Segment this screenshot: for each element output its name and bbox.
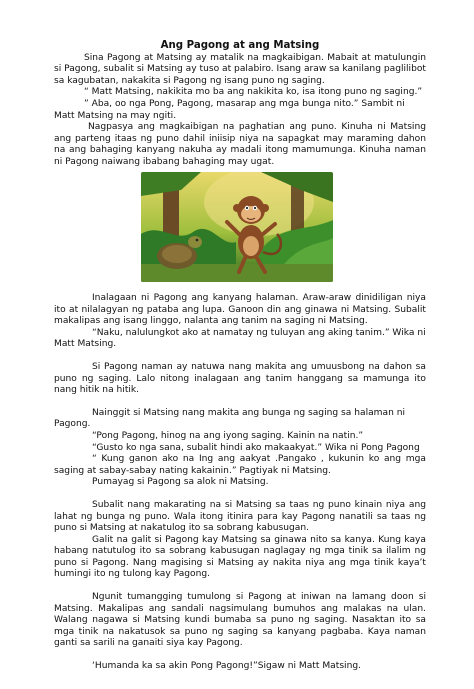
paragraph: Nainggit si Matsing nang makita ang bunga ng saging sa halaman ni Pagong. (54, 407, 406, 430)
paragraph: Inalagaan ni Pagong ang kanyang halaman. Araw-araw dinidiligan niya ito at nilalagyan ng pataba ang lupa. Ganoon din ang ginawa ni Matsing. Subalit makalipas ang isang linggo, nalanta ang tanim na saging ni Matsing. (54, 293, 426, 327)
paragraph: Ngunit tumangging tumulong si Pagong at iniwan na lamang doon si Matsing. Makalipas ang sandali nagsimulang bumuhos ang malakas na ulan. Walang nagawa si Matsing kundi bumaba sa puno ng saging. Nasaktan ito sa mga tinik na nakatusok sa puno ng saging sa kanyang pagbaba. Kaya naman ganti sa sarili na ganaiti siya kay Pagong. (54, 592, 426, 649)
paragraph: “Naku, nalulungkot ako at namatay ng tuluyan ang aking tanim.” Wika ni Matt Matsing. (54, 327, 426, 350)
story-title: Ang Pagong at ang Matsing (160, 40, 320, 51)
paragraph: ‘Humanda ka sa akin Pong Pagong!”Sigaw ni Matt Matsing. (92, 661, 362, 672)
paragraph: Subalit nang makarating na si Matsing sa taas ng puno kinain niya ang lahat ng bunga ng puno. Wala itong itinira para kay Pagong nanatili sa taas ng puno si Matsing at nakatulog ito sa sobrang kabusugan. (54, 499, 426, 534)
paragraph: Galit na galit si Pagong kay Matsing sa ginawa nito sa kanya. Kung kaya habang natutulog ito sa sobrang kabusugan naglagay ng mga tinik sa ilalim ng puno si Pagong. Nang magising si Matsing ay nakita niya ang mga tinik kaya’t humingi ito ng tulong kay Pagong. (54, 534, 426, 580)
paragraph: Pumayag si Pagong sa alok ni Matsing. (92, 477, 269, 488)
paragraph: “ Matt Matsing, nakikita mo ba ang nakikita ko, isa itong puno ng saging.” (84, 87, 423, 98)
story-body (54, 293, 426, 673)
paragraph: “ Kung ganon ako na Ing ang aakyat .Pangako , kukunin ko ang mga saging at sabay-sabay nating kakainin.” Pagtiyak ni Matsing. (54, 454, 426, 476)
paragraph: Nagpasya ang magkaibigan na paghatian ang puno. Kinuha ni Matsing ang parteng itaas ng puno dahil iniisip niya na sapagkat may maraming dahon na ang bahaging kanyang nakuha ay madali itong mamumunga. Kinuha naman ni Pagong naiwang ibabang bahaging may ugat. (54, 122, 426, 167)
paragraph: “Pong Pagong, hinog na ang iyong saging. Kainin na natin.” (92, 430, 364, 441)
story-illustration (141, 172, 333, 282)
story-intro (54, 40, 426, 169)
paragraph: Si Pagong naman ay natuwa nang makita ang umuusbong na dahon sa puno ng saging. Lalo nitong inalagaan ang tanim hanggang sa mamunga ito nang hitik na hitik. (54, 361, 426, 396)
paragraph: “Gusto ko nga sana, subalit hindi ako makaakyat.” Wika ni Pong Pagong (92, 442, 420, 453)
paragraph: ” Aba, oo nga Pong, Pagong, masarap ang mga bunga nito.” Sambit ni Matt Matsing na may ngiti. (54, 98, 405, 121)
paragraph: Sina Pagong at Matsing ay matalik na magkaibigan. Mabait at matulungin si Pagong, subalit si Matsing ay tuso at palabiro. Isang araw sa kanilang paglilibot sa kagubatan, nakakita si Pagong ng isang puno ng saging. (54, 52, 426, 86)
